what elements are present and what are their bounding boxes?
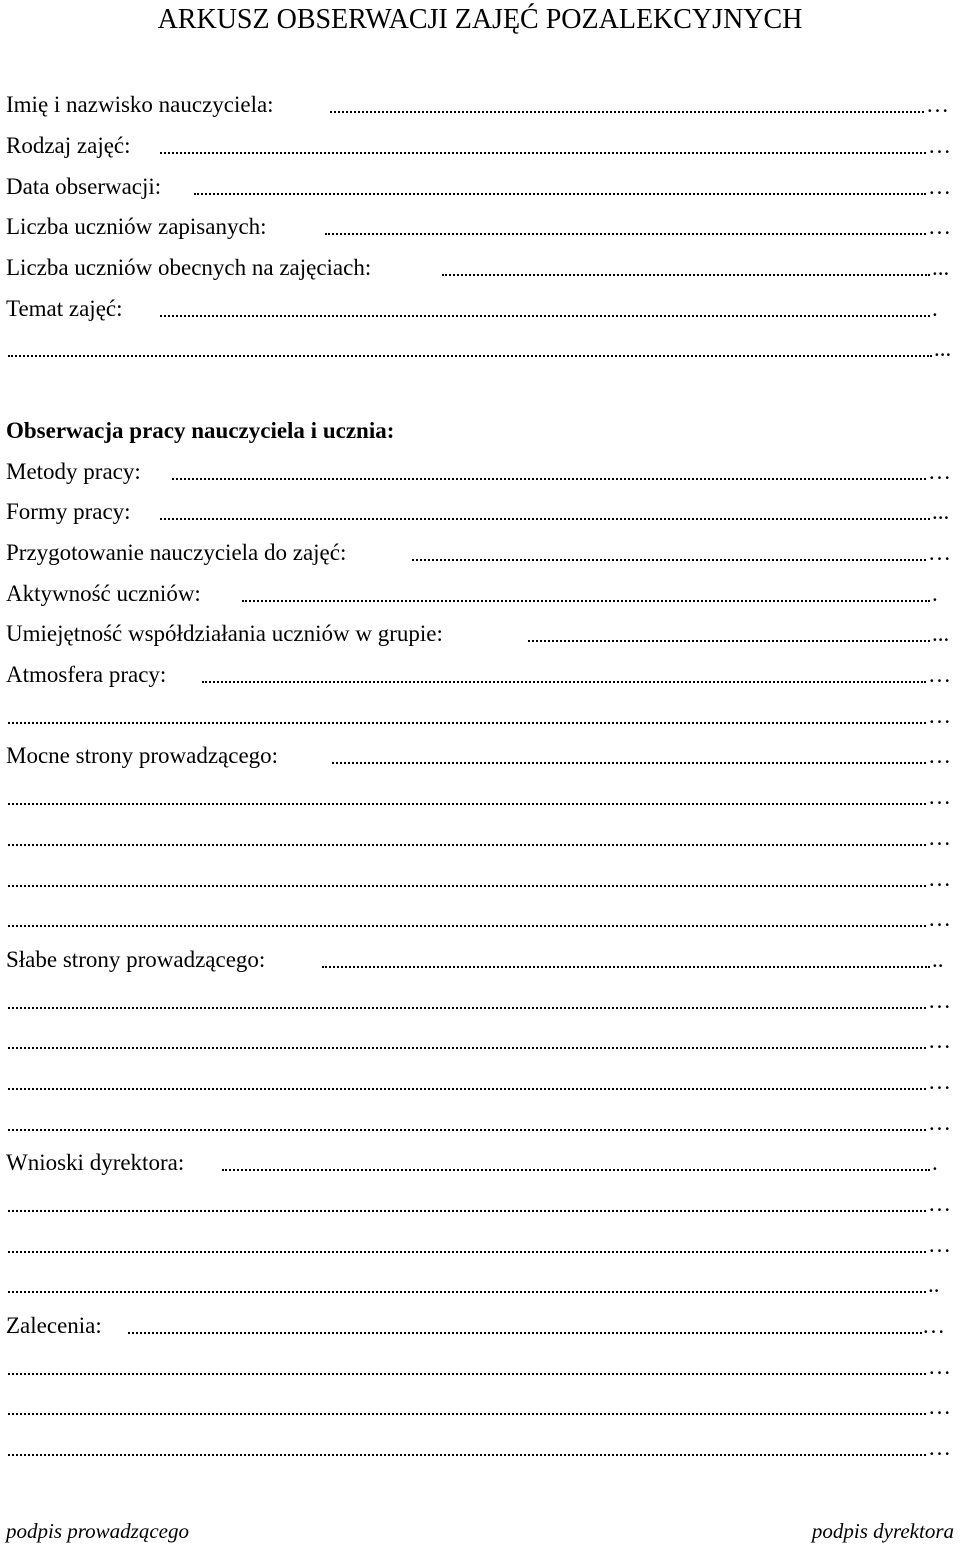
- line-end: …: [922, 1313, 945, 1338]
- dotted-line: [8, 844, 926, 846]
- line-end: …: [928, 906, 951, 931]
- dotted-line: [8, 355, 932, 357]
- conclusions-line[interactable]: [0, 1230, 960, 1260]
- dotted-line: [412, 559, 926, 561]
- topic-field[interactable]: [0, 294, 960, 324]
- dotted-line: [8, 1454, 926, 1456]
- dotted-line: [8, 1251, 926, 1253]
- preparation-label: Przygotowanie nauczyciela do zajęć:: [6, 540, 347, 565]
- dotted-line: [222, 1169, 930, 1171]
- dotted-line: [528, 640, 930, 642]
- dotted-line: [8, 1373, 926, 1375]
- class-type-label: Rodzaj zajęć:: [6, 133, 131, 158]
- dotted-line: [8, 1210, 926, 1212]
- line-end: …: [928, 174, 951, 199]
- strengths-line[interactable]: [0, 823, 960, 853]
- observation-date-label: Data obserwacji:: [6, 174, 162, 199]
- conclusions-field[interactable]: [0, 1148, 960, 1178]
- recommendations-field[interactable]: [0, 1311, 960, 1341]
- dotted-line: [8, 722, 926, 724]
- document-title: ARKUSZ OBSERWACJI ZAJĘĆ POZALEKCYJNYCH: [157, 4, 803, 35]
- dotted-line: [160, 518, 930, 520]
- line-end: …: [928, 1069, 951, 1094]
- dotted-line: [8, 1291, 926, 1293]
- line-end: ..: [928, 1272, 940, 1297]
- weaknesses-line[interactable]: [0, 1108, 960, 1138]
- weaknesses-label: Słabe strony prowadzącego:: [6, 947, 266, 972]
- line-end: .: [932, 1150, 938, 1175]
- dotted-line: [8, 803, 926, 805]
- atmosphere-label: Atmosfera pracy:: [6, 662, 167, 687]
- line-end: …: [928, 459, 951, 484]
- dotted-line: [8, 1007, 926, 1009]
- line-end: ...: [934, 336, 952, 361]
- line-end: …: [928, 825, 951, 850]
- cooperation-field[interactable]: [0, 619, 960, 649]
- topic-label: Temat zajęć:: [6, 296, 123, 321]
- line-end: …: [928, 214, 951, 239]
- dotted-line: [332, 762, 926, 764]
- strengths-label: Mocne strony prowadzącego:: [6, 743, 279, 768]
- cooperation-label: Umiejętność współdziałania uczniów w grupie:: [6, 621, 443, 646]
- teacher-name-label: Imię i nazwisko nauczyciela:: [6, 92, 274, 117]
- dotted-line: [8, 1088, 926, 1090]
- section-heading: Obserwacja pracy nauczyciela i ucznia:: [6, 418, 395, 443]
- dotted-line: [8, 1047, 926, 1049]
- line-end: ...: [932, 499, 950, 524]
- dotted-line: [202, 681, 926, 683]
- weaknesses-line[interactable]: [0, 986, 960, 1016]
- line-end: …: [928, 133, 951, 158]
- dotted-line: [194, 193, 926, 195]
- line-end: …: [928, 1110, 951, 1135]
- dotted-line: [8, 925, 926, 927]
- atmosphere-field[interactable]: [0, 660, 960, 690]
- teacher-name-field[interactable]: [0, 90, 960, 120]
- line-end: …: [928, 866, 951, 891]
- dotted-line: [172, 478, 926, 480]
- dotted-line: [242, 600, 930, 602]
- atmosphere-continuation-line[interactable]: [0, 701, 960, 731]
- line-end: ...: [932, 621, 950, 646]
- dotted-line: [442, 274, 930, 276]
- dotted-line: [322, 966, 930, 968]
- line-end: .: [932, 296, 938, 321]
- dotted-line: [325, 233, 926, 235]
- methods-label: Metody pracy:: [6, 459, 141, 484]
- line-end: …: [928, 662, 951, 687]
- observation-section: [0, 416, 960, 446]
- line-end: …: [928, 703, 951, 728]
- strengths-line[interactable]: [0, 864, 960, 894]
- dotted-line: [160, 315, 930, 317]
- class-type-field[interactable]: [0, 131, 960, 161]
- line-end: …: [928, 1435, 951, 1460]
- conclusions-line[interactable]: [0, 1189, 960, 1219]
- recommendations-line[interactable]: [0, 1433, 960, 1463]
- line-end: …: [928, 988, 951, 1013]
- topic-continuation-line[interactable]: [0, 334, 960, 364]
- forms-field[interactable]: [0, 497, 960, 527]
- strengths-line[interactable]: [0, 782, 960, 812]
- instructor-signature-label: podpis prowadzącego: [6, 1519, 189, 1543]
- forms-label: Formy pracy:: [6, 499, 131, 524]
- dotted-line: [160, 152, 926, 154]
- line-end: …: [928, 1232, 951, 1257]
- observation-date-field[interactable]: [0, 172, 960, 202]
- weaknesses-field[interactable]: [0, 945, 960, 975]
- dotted-line: [8, 885, 926, 887]
- line-end: …: [928, 784, 951, 809]
- enrolled-students-field[interactable]: [0, 212, 960, 242]
- enrolled-students-label: Liczba uczniów zapisanych:: [6, 214, 267, 239]
- dotted-line: [330, 111, 924, 113]
- strengths-line[interactable]: [0, 904, 960, 934]
- weaknesses-line[interactable]: [0, 1026, 960, 1056]
- director-signature-label: podpis dyrektora: [811, 1519, 954, 1543]
- line-end: …: [928, 1354, 951, 1379]
- present-students-label: Liczba uczniów obecnych na zajęciach:: [6, 255, 372, 280]
- line-end: ..: [932, 947, 944, 972]
- methods-field[interactable]: [0, 457, 960, 487]
- activity-label: Aktywność uczniów:: [6, 581, 201, 606]
- recommendations-line[interactable]: [0, 1392, 960, 1422]
- conclusions-label: Wnioski dyrektora:: [6, 1150, 185, 1175]
- recommendations-label: Zalecenia:: [6, 1313, 102, 1338]
- preparation-field[interactable]: [0, 538, 960, 568]
- line-end: …: [928, 540, 951, 565]
- dotted-line: [128, 1332, 922, 1334]
- dotted-line: [8, 1129, 926, 1131]
- dotted-line: [8, 1413, 926, 1415]
- strengths-field[interactable]: [0, 741, 960, 771]
- recommendations-line[interactable]: [0, 1352, 960, 1382]
- line-end: …: [928, 1191, 951, 1216]
- activity-field[interactable]: [0, 579, 960, 609]
- line-end: …: [926, 92, 949, 117]
- present-students-field[interactable]: [0, 253, 960, 283]
- line-end: .: [932, 581, 938, 606]
- line-end: …: [928, 1394, 951, 1419]
- conclusions-line[interactable]: [0, 1270, 960, 1300]
- line-end: …: [928, 743, 951, 768]
- weaknesses-line[interactable]: [0, 1067, 960, 1097]
- line-end: ...: [932, 255, 950, 280]
- line-end: …: [928, 1028, 951, 1053]
